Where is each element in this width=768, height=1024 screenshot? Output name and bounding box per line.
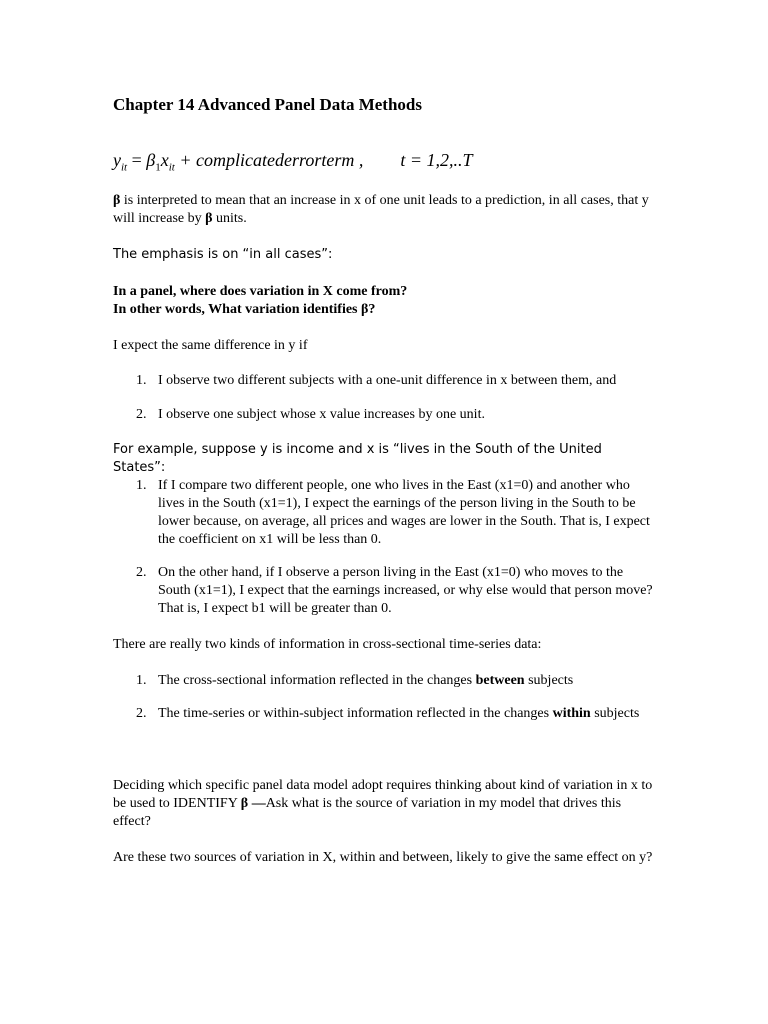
beta-symbol: β <box>361 302 369 317</box>
eq-rest: + complicatederrorterm , <box>174 150 364 170</box>
list-number: 1. <box>136 373 147 388</box>
list-item <box>136 564 656 618</box>
list-item-text: I observe one subject whose x value increases by one unit. <box>158 407 485 422</box>
question-mark: ? <box>368 302 376 317</box>
eq-equals: = <box>127 150 147 170</box>
list-item-text-post: subjects <box>590 706 640 721</box>
beta-interpretation-paragraph <box>113 192 658 228</box>
question-heading <box>113 283 658 319</box>
example-paragraph: For example, suppose y is income and x is “lives in the South of the United States”: <box>113 442 602 475</box>
expect-intro-paragraph: I expect the same difference in y if <box>113 338 308 353</box>
eq-beta-sub: 1 <box>155 161 161 174</box>
emphasis-word: between <box>475 673 525 688</box>
deciding-text-end: Ask what is the source of variation in my model that drives this effect? <box>113 796 622 829</box>
emphasis-paragraph: The emphasis is on “in all cases”: <box>113 247 333 262</box>
list-item <box>136 705 656 723</box>
list-item <box>136 372 656 390</box>
list-item-text-pre: The cross-sectional information reflected in the changes <box>158 673 476 688</box>
question-line-1: In a panel, where does variation in X come from? <box>113 284 408 299</box>
eq-x: x <box>160 150 169 170</box>
list-item <box>136 406 656 424</box>
beta-symbol: β <box>113 193 121 208</box>
final-question-paragraph: Are these two sources of variation in X, within and between, likely to give the same effect on y? <box>113 850 653 865</box>
two-kinds-paragraph: There are really two kinds of information in cross-sectional time-series data: <box>113 637 542 652</box>
list-item-text-pre: The time-series or within-subject information reflected in the changes <box>158 706 553 721</box>
list-number: 2. <box>136 407 147 422</box>
list-item-text: On the other hand, if I observe a person living in the East (x1=0) who moves to the South (x1=1), I expect that the earnings increased, or why else would that person move? That is, I expect b1 will be greater than 0. <box>158 565 653 616</box>
beta-interpretation-end: units. <box>212 211 247 226</box>
list-number: 1. <box>136 673 147 688</box>
list-number: 1. <box>136 478 147 493</box>
emphasis-word: within <box>552 706 591 721</box>
eq-lhs-sub: it <box>121 161 128 174</box>
deciding-text: Deciding which specific panel data model adopt requires thinking about kind of variation in x to be used to IDENTIFY <box>113 778 653 811</box>
beta-interpretation-text: is interpreted to mean that an increase in x of one unit leads to a prediction, in all cases, that y will increase by <box>113 193 649 226</box>
list-item-text: I observe two different subjects with a one-unit difference in x between them, and <box>158 373 617 388</box>
beta-symbol: β <box>205 211 213 226</box>
list-number: 2. <box>136 706 147 721</box>
eq-beta: β <box>146 150 156 170</box>
list-item-text <box>158 672 656 690</box>
deciding-paragraph <box>113 777 658 831</box>
list-item <box>136 672 656 690</box>
em-dash: — <box>248 796 266 811</box>
chapter-title: Chapter 14 Advanced Panel Data Methods <box>113 95 422 114</box>
eq-lhs: y <box>113 150 121 170</box>
list-item-text: If I compare two different people, one who lives in the East (x1=0) and another who lives in the South (x1=1), I expect the earnings of the person living in the South to be lower because, on average, all prices and wages are lower in the South. That is, I expect the coefficient on x1 will be less than 0. <box>158 478 650 547</box>
question-line-2: In other words, What variation identifies <box>113 302 361 317</box>
list-item-text-post: subjects <box>524 673 574 688</box>
beta-symbol: β <box>240 796 249 811</box>
model-equation <box>113 149 658 179</box>
list-item-text <box>158 705 656 723</box>
eq-x-sub: it <box>168 161 175 174</box>
eq-time-index: t = 1,2,..T <box>400 150 473 170</box>
list-item <box>136 477 656 549</box>
list-number: 2. <box>136 565 147 580</box>
